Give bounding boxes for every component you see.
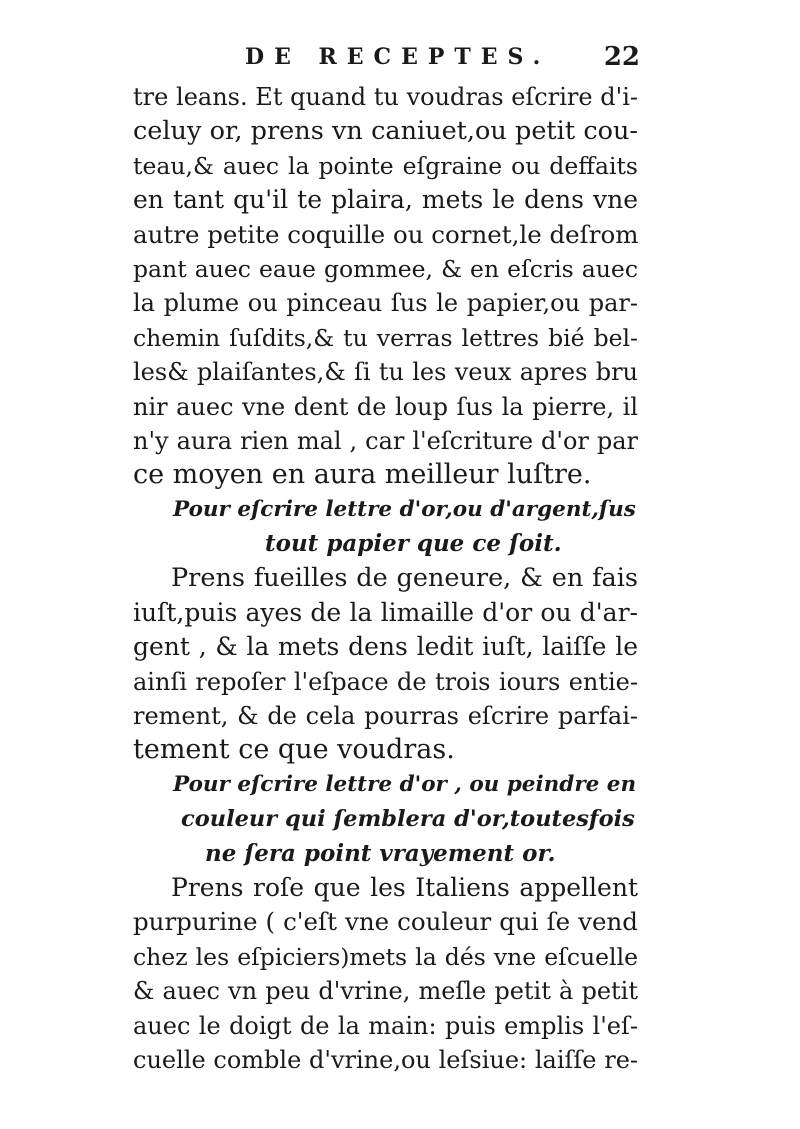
text-line: rement, & de cela pourras eſcrire parfai- bbox=[133, 702, 638, 731]
paragraph-2 bbox=[133, 561, 638, 767]
recipe-heading-2 bbox=[133, 768, 638, 871]
text-line: celuy or, prens vn caniuet,ou petit cou- bbox=[133, 116, 638, 147]
text-line: autre petite coquille ou cornet,le deſrom bbox=[133, 219, 639, 249]
text-line: tement ce que voudras. bbox=[133, 734, 455, 766]
text-line: Prens fueilles de geneure, & en fais bbox=[171, 563, 638, 594]
text-line: purpurine ( c'eſt vne couleur qui ſe vend bbox=[133, 907, 638, 937]
heading-line: Pour eſcrire lettre d'or , ou peindre en bbox=[173, 771, 637, 797]
recipe-heading-1 bbox=[133, 493, 638, 562]
text-line: en tant qu'il te plaira, mets le dens vne bbox=[133, 185, 638, 215]
text-line: gent , & la mets dens ledit iuſt, laiſſe le bbox=[133, 632, 638, 662]
text-line: auec le doigt de la main: puis emplis l'eſ- bbox=[133, 1011, 638, 1040]
text-line: cuelle comble d'vrine,ou leſsiue: laiſſe re- bbox=[133, 1045, 638, 1074]
text-line: teau,& auec la pointe eſgraine ou deffaits bbox=[133, 151, 638, 180]
text-line: tre leans. Et quand tu voudras eſcrire d'i- bbox=[133, 83, 638, 111]
text-line: chez les eſpiciers)mets la dés vne eſcuelle bbox=[133, 942, 638, 971]
text-line: & auec vn peu d'vrine, meſle petit à petit bbox=[133, 977, 638, 1006]
text-block bbox=[133, 80, 638, 1077]
text-line: chemin ſuſdits,& tu verras lettres bié bel- bbox=[133, 323, 638, 352]
heading-line: tout papier que ce ſoit. bbox=[265, 530, 562, 558]
paragraph-1 bbox=[133, 80, 638, 493]
text-line: nir auec vne dent de loup ſus la pierre, il bbox=[133, 392, 638, 421]
paragraph-3 bbox=[133, 871, 638, 1077]
text-line: pant auec eaue gommee, & en eſcris auec bbox=[133, 254, 638, 283]
text-line: ainſi repoſer l'eſpace de trois iours entie- bbox=[133, 667, 638, 696]
text-line: la plume ou pinceau ſus le papier,ou par- bbox=[133, 289, 638, 318]
heading-line: Pour eſcrire lettre d'or,ou d'argent,ſus bbox=[173, 496, 636, 522]
page-number: 22 bbox=[603, 42, 640, 72]
text-line: les& plaiſantes,& ſi tu les veux apres bru bbox=[133, 358, 638, 387]
running-head bbox=[130, 44, 640, 76]
heading-line: couleur qui ſemblera d'or,toutesfois bbox=[181, 806, 635, 833]
heading-line: ne ſera point vrayement or. bbox=[205, 839, 556, 867]
text-line: n'y aura rien mal , car l'eſcriture d'or par bbox=[133, 426, 638, 455]
text-line: Prens roſe que les Italiens appellent bbox=[171, 872, 638, 902]
text-line: iuſt,puis ayes de la limaille d'or ou d'ar- bbox=[133, 597, 638, 627]
running-title: DE RECEPTES. bbox=[245, 44, 551, 70]
text-line: ce moyen en aura meilleur luſtre. bbox=[133, 459, 592, 491]
